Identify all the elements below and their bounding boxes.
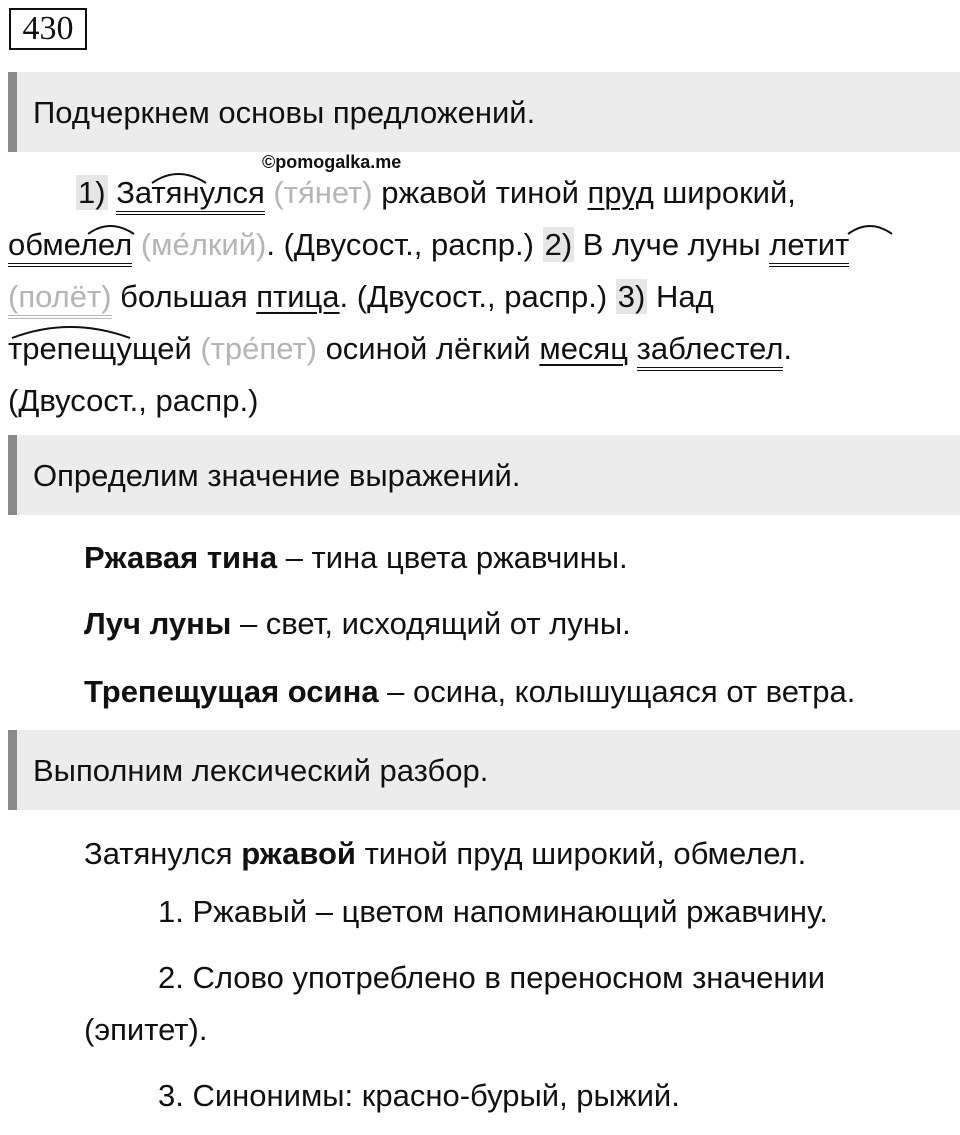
meaning-2 — [84, 608, 631, 639]
sentence-text: . (Двусост., распр.) — [266, 227, 534, 262]
predicate: обмелел — [8, 227, 132, 267]
sentence-text: осиной лёгкий — [325, 331, 531, 366]
meaning-definition: – осина, колышущаяся от ветра. — [378, 674, 856, 709]
lexical-text: Затянулся — [84, 836, 242, 871]
predicate: летит — [769, 227, 849, 267]
check-word: (тя́нет) — [273, 175, 373, 210]
sentence-text: Над — [656, 279, 714, 314]
sentence-text: . (Двусост., распр.) — [339, 279, 608, 314]
sentence-text: трепещущей — [8, 331, 192, 366]
check-word: (тре́пет) — [200, 331, 317, 366]
check-word: (полёт) — [8, 279, 112, 319]
section-header-lexical — [8, 730, 960, 810]
lexical-word: ржавой — [241, 836, 356, 871]
lexical-item-3: 3. Синонимы: красно-бурый, рыжий. — [158, 1078, 680, 1113]
task-number: 430 — [9, 8, 87, 50]
lexical-item-2: 2. Слово употреблено в переносном значении — [158, 960, 826, 995]
meaning-3 — [84, 676, 855, 707]
lexical-item-2-cont: (эпитет). — [84, 1012, 208, 1047]
meaning-definition: – тина цвета ржавчины. — [277, 540, 628, 575]
section-title: Подчеркнем основы предложений. — [33, 94, 536, 130]
sentence-line-5: (Двусост., распр.) — [8, 383, 259, 418]
root-arc-letit — [848, 226, 892, 234]
sentence-text: В луче луны — [582, 227, 761, 262]
lexical-text: тиной пруд широкий, обмелел. — [355, 836, 807, 871]
sentence-text: большая — [120, 279, 248, 314]
section-header-meanings — [8, 435, 960, 515]
lexical-item-1: 1. Ржавый – цветом напоминающий ржавчину. — [158, 894, 829, 929]
watermark: ©pomogalka.me — [262, 152, 402, 172]
meaning-definition: – свет, исходящий от луны. — [231, 606, 631, 641]
meaning-term: Ржавая тина — [84, 540, 278, 575]
section-title: Выполним лексический разбор. — [33, 752, 489, 788]
sentence-text: широкий, — [662, 175, 796, 210]
sentence-line-4 — [8, 333, 792, 364]
predicate: Затянулся — [116, 175, 265, 215]
subject: пруд — [587, 175, 654, 210]
sentence-text: ржавой тиной — [381, 175, 579, 210]
meaning-1 — [84, 542, 628, 573]
sentence-number: 2) — [544, 227, 573, 262]
subject: птица — [256, 279, 340, 314]
sentence-line-1 — [76, 177, 796, 208]
sentence-line-2 — [8, 229, 849, 260]
meaning-term: Трепещущая осина — [84, 674, 379, 709]
lexical-sentence — [84, 838, 806, 869]
meaning-term: Луч луны — [84, 606, 232, 641]
check-word: (ме́лкий) — [140, 227, 267, 262]
sentence-text: . — [783, 331, 793, 366]
sentence-number: 3) — [617, 279, 646, 314]
predicate: заблестел — [637, 331, 784, 371]
section-title: Определим значение выражений. — [33, 457, 521, 493]
sentence-number: 1) — [78, 175, 106, 210]
sentence-line-3 — [8, 281, 714, 312]
subject: месяц — [539, 331, 628, 366]
